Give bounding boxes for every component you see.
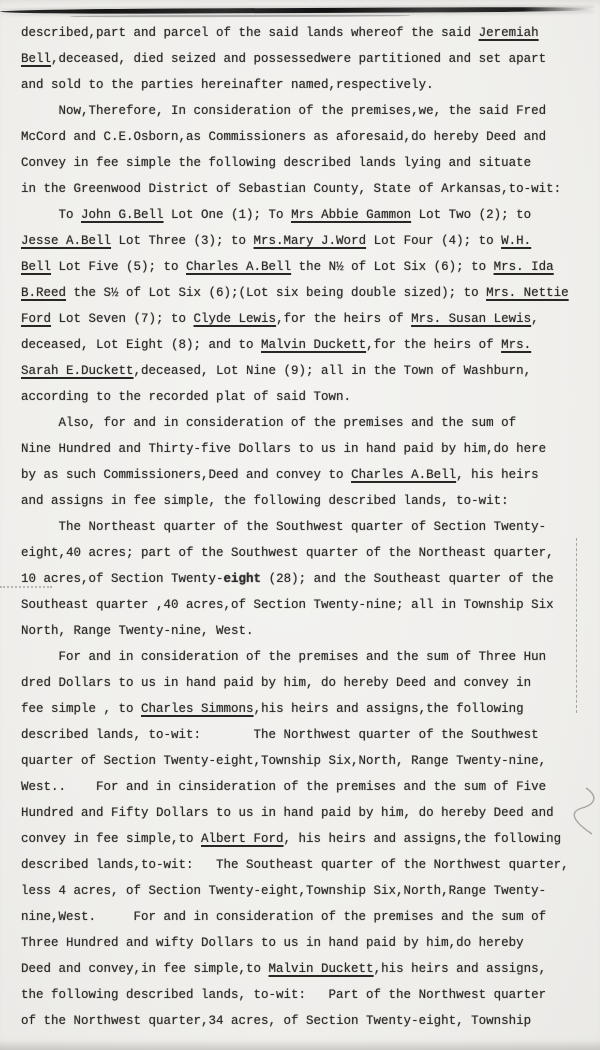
text-run: by as such Commissioners,Deed and convey to xyxy=(21,468,352,482)
text-run: Lot Two (2); to xyxy=(411,208,532,222)
document-line xyxy=(21,202,581,228)
document-line xyxy=(21,306,581,332)
underlined-name: Bell xyxy=(21,260,52,274)
text-run: Now,Therefore, In consideration of the premises,we, the said Fred xyxy=(21,104,547,118)
text-run: Convey in fee simple the following described lands lying and situate xyxy=(21,156,532,170)
document-line xyxy=(21,98,581,124)
document-line xyxy=(21,826,581,852)
torn-edge-shadow xyxy=(70,15,410,18)
document-line xyxy=(21,436,581,462)
text-run: (28); and the Southeast quarter of the xyxy=(261,572,554,586)
text-run: nine,West. For and in consideration of the premises and the sum of xyxy=(21,910,547,924)
text-run: To xyxy=(21,208,82,222)
underlined-name: John G.Bell xyxy=(81,208,164,222)
text-run: McCord and C.E.Osborn,as Commissioners as aforesaid,do hereby Deed and xyxy=(21,130,547,144)
document-line xyxy=(21,878,581,904)
text-run: the N½ of Lot Six (6); to xyxy=(291,260,494,274)
text-run: Deed and convey,in fee simple,to xyxy=(21,962,269,976)
document-line xyxy=(21,488,581,514)
text-run: Lot Three (3); to xyxy=(111,234,254,248)
document-line xyxy=(21,462,581,488)
text-run: of the Northwest quarter,34 acres, of Section Twenty-eight, Township xyxy=(21,1014,532,1028)
text-run: The Northeast quarter of the Southwest quarter of Section Twenty- xyxy=(21,520,547,534)
document-line xyxy=(21,46,581,72)
document-line xyxy=(21,514,581,540)
overstruck-text: eight xyxy=(223,572,262,586)
underlined-name: Mrs. Ida xyxy=(493,260,554,274)
document-line xyxy=(21,904,581,930)
text-run: Lot Seven (7); to xyxy=(51,312,194,326)
document-line xyxy=(21,774,581,800)
document-line xyxy=(21,358,581,384)
text-run: , xyxy=(531,312,539,326)
document-line xyxy=(21,566,581,592)
underlined-name: Charles A.Bell xyxy=(186,260,292,274)
document-line xyxy=(21,20,581,46)
underlined-name: Sarah E.Duckett xyxy=(21,364,134,378)
document-line xyxy=(21,982,581,1008)
document-line xyxy=(21,722,581,748)
document-line xyxy=(21,384,581,410)
text-run: deceased, Lot Eight (8); and to xyxy=(21,338,262,352)
text-run: described lands,to-wit: The Southeast quarter of the Northwest quarter, xyxy=(21,858,569,872)
text-run: Lot One (1); To xyxy=(163,208,292,222)
torn-page-top-edge xyxy=(0,7,594,15)
text-run: Three Hundred and wifty Dollars to us in hand paid by him,do hereby xyxy=(21,936,524,950)
text-run: and assigns in fee simple, the following described lands, to-wit: xyxy=(21,494,509,508)
underlined-name: W.H. xyxy=(501,234,532,248)
text-run: Hundred and Fifty Dollars to us in hand paid by him, do hereby Deed and xyxy=(21,806,554,820)
text-run: convey in fee simple,to xyxy=(21,832,202,846)
text-run: the following described lands, to-wit: Part of the Northwest quarter xyxy=(21,988,547,1002)
underlined-name: Jesse A.Bell xyxy=(21,234,112,248)
document-line xyxy=(21,592,581,618)
underlined-name: Albert Ford xyxy=(201,832,284,846)
document-line xyxy=(21,618,581,644)
underlined-name: Jeremiah xyxy=(478,26,539,40)
document-line xyxy=(21,930,581,956)
underlined-name: Mrs. Susan Lewis xyxy=(411,312,532,326)
document-line xyxy=(21,176,581,202)
document-line xyxy=(21,124,581,150)
underlined-name: B.Reed xyxy=(21,286,67,300)
underlined-name: Malvin Duckett xyxy=(268,962,374,976)
text-run: less 4 acres, of Section Twenty-eight,Township Six,North,Range Twenty- xyxy=(21,884,547,898)
text-run: Also, for and in consideration of the premises and the sum of xyxy=(21,416,517,430)
text-run: in the Greenwood District of Sebastian County, State of Arkansas,to-wit: xyxy=(21,182,562,196)
document-line xyxy=(21,1008,581,1034)
text-run: described,part and parcel of the said lands whereof the said xyxy=(21,26,479,40)
document-line xyxy=(21,410,581,436)
text-run: West.. For and in cinsideration of the premises and the sum of Five xyxy=(21,780,547,794)
underlined-name: Charles A.Bell xyxy=(351,468,457,482)
document-line xyxy=(21,956,581,982)
text-run: according to the recorded plat of said Town. xyxy=(21,390,352,404)
underlined-name: Malvin Duckett xyxy=(261,338,367,352)
underlined-name: Ford xyxy=(21,312,52,326)
document-body xyxy=(21,20,581,1034)
document-line xyxy=(21,644,581,670)
document-line xyxy=(21,800,581,826)
underlined-name: Mrs. Nettie xyxy=(486,286,569,300)
document-line xyxy=(21,748,581,774)
document-line xyxy=(21,696,581,722)
text-run: ,deceased, died seized and possessedwere partitioned and set apart xyxy=(51,52,547,66)
document-line xyxy=(21,228,581,254)
text-run: For and in consideration of the premises and the sum of Three Hun xyxy=(21,650,547,664)
underlined-name: Mrs Abbie Gammon xyxy=(291,208,412,222)
text-run: dred Dollars to us in hand paid by him, do hereby Deed and convey in xyxy=(21,676,532,690)
document-line xyxy=(21,72,581,98)
text-run: ,his heirs and assigns, xyxy=(373,962,547,976)
text-run: Lot Four (4); to xyxy=(366,234,502,248)
document-line xyxy=(21,254,581,280)
underlined-name: Mrs.Mary J.Word xyxy=(253,234,367,248)
text-run: , his heirs xyxy=(456,468,539,482)
text-run: Southeast quarter ,40 acres,of Section Twenty-nine; all in Township Six xyxy=(21,598,554,612)
text-run: North, Range Twenty-nine, West. xyxy=(21,624,254,638)
text-run: and sold to the parties hereinafter named,respectively. xyxy=(21,78,434,92)
text-run: Lot Five (5); to xyxy=(51,260,187,274)
document-line xyxy=(21,540,581,566)
underlined-name: Bell xyxy=(21,52,52,66)
text-run: quarter of Section Twenty-eight,Township Six,North, Range Twenty-nine, xyxy=(21,754,547,768)
text-run: the S½ of Lot Six (6);(Lot six being double sized); to xyxy=(66,286,487,300)
document-line xyxy=(21,150,581,176)
text-run: described lands, to-wit: The Northwest quarter of the Southwest xyxy=(21,728,539,742)
underlined-name: Charles Simmons xyxy=(141,702,254,716)
text-run: ,his heirs and assigns,the following xyxy=(253,702,524,716)
document-line xyxy=(21,332,581,358)
document-line xyxy=(21,670,581,696)
text-run: eight,40 acres; part of the Southwest quarter of the Northeast quarter, xyxy=(21,546,554,560)
text-run: ,for the heirs of xyxy=(366,338,502,352)
document-line xyxy=(21,852,581,878)
text-run: ,deceased, Lot Nine (9); all in the Town of Washburn, xyxy=(133,364,532,378)
underlined-name: Clyde Lewis xyxy=(193,312,277,326)
text-run: fee simple , to xyxy=(21,702,142,716)
text-run: ,for the heirs of xyxy=(276,312,412,326)
text-run: 10 acres,of Section Twenty- xyxy=(21,572,224,586)
document-line xyxy=(21,280,581,306)
bottom-scan-noise xyxy=(0,1040,600,1050)
text-run: , his heirs and assigns,the following xyxy=(283,832,562,846)
underlined-name: Mrs. xyxy=(501,338,532,352)
text-run: Nine Hundred and Thirty-five Dollars to us in hand paid by him,do here xyxy=(21,442,547,456)
